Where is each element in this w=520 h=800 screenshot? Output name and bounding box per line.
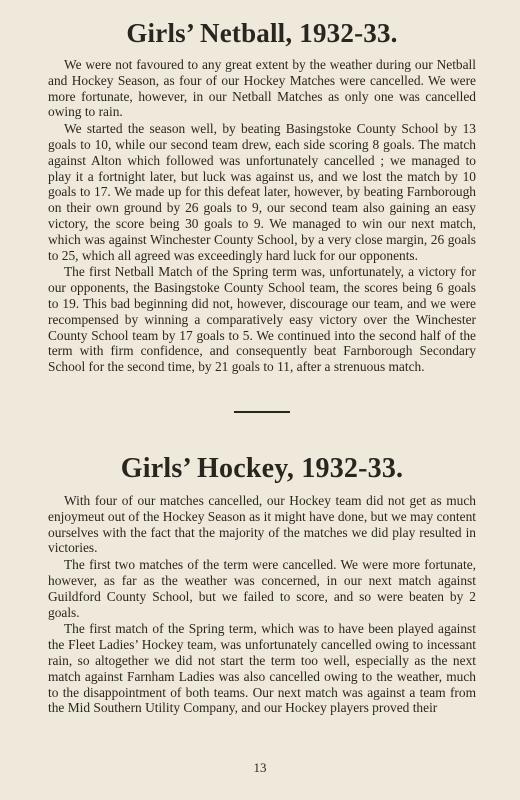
section-divider (234, 411, 290, 413)
netball-paragraph-1: We were not favoured to any great extent by the weather during our Netball and Hockey Season, as four of our Hockey Matches were cancelled. We were more fortunate, however, in our Netball Matches as only one was cancelled owing to rain. (48, 57, 476, 120)
netball-paragraph-2: We started the season well, by beating Basingstoke County School by 13 goals to 10, while our second team drew, each side scoring 8 goals. The match against Alton which followed was unfortunately cancelled ; we managed to play it a fortnight later, but luck was against us, and we lost the match by 10 goals to 17. We made up for this defeat later, however, by beating Farnborough on their own ground by 26 goals to 9, our second team also gaining an easy victory, the score being 30 goals to 9. We managed to win our next match, which was against Winchester County School, by a very close margin, 26 goals to 25, which all agreed was exceedingly hard luck for our opponents. (48, 121, 476, 263)
hockey-paragraph-1: With four of our matches cancelled, our Hockey team did not get as much enjoymeut out of the Hockey Season as it might have done, but we may content ourselves with the fact that the majority of the matches we did play resulted in victories. (48, 492, 476, 556)
netball-section (48, 18, 476, 375)
hockey-section (48, 453, 476, 716)
page-number: 13 (253, 760, 267, 775)
hockey-paragraph-3: The first match of the Spring term, which was to have been played against the Fleet Ladies’ Hockey team, was unfortunately cancelled owing to incessant rain, so altogether we did not start the term too well, especially as the next match against Farnham Ladies was also cancelled owing to the weather, much to the disappointment of both teams. Our next match was against a team from the Mid Southern Utility Company, and our Hockey players proved their (48, 621, 476, 716)
netball-paragraph-3: The first Netball Match of the Spring term was, unfortunately, a victory for our opponents, the Basingstoke County School team, the scores being 6 goals to 19. This bad beginning did not, however, discourage our team, and we were recompensed by winning a comparatively easy victory over the Winchester County School team by 17 goals to 5. We continued into the second half of the term with firm confidence, and consequently beat Farnborough Secondary School for the second time, by 21 goals to 11, after a strenuous match. (48, 264, 476, 375)
hockey-paragraph-2: The first two matches of the term were cancelled. We were more fortunate, however, as far as the weather was concerned, in our next match against Guildford County School, but we failed to score, and so were beaten by 2 goals. (48, 557, 476, 620)
hockey-title: Girls’ Hockey, 1932-33. (120, 452, 404, 484)
netball-title: Girls’ Netball, 1932-33. (126, 18, 398, 48)
